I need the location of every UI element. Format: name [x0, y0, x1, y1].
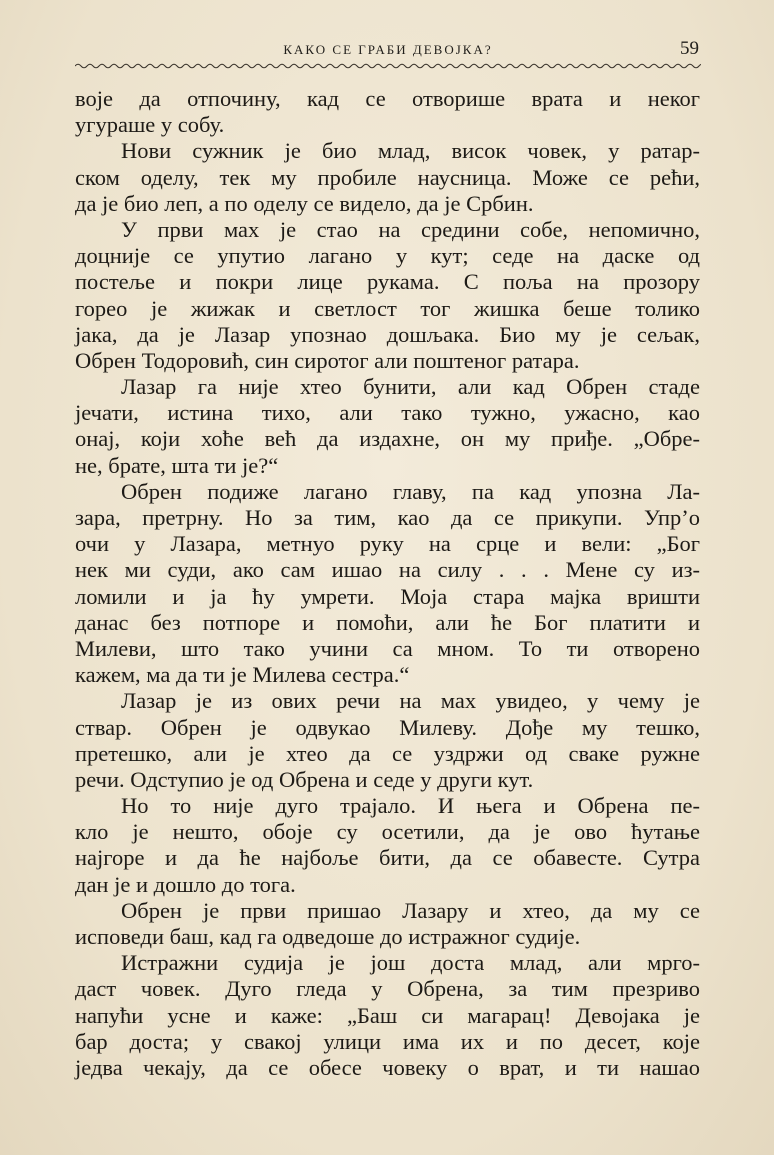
text-line: бар доста; у свакој улици има их и по десет, које: [75, 1028, 700, 1054]
text-line: ломили и ја ћу умрети. Моја стара мајка вришти: [75, 583, 700, 609]
text-line: доцније се упутио лагано у кут; седе на даске од: [75, 243, 700, 269]
text-line: једва чекају, да се обесе човеку о врат, и ти нашао: [75, 1054, 700, 1080]
text-line: постеље и покри лице рукама. С поља на прозору: [75, 269, 700, 295]
text-line: Нови сужник је био млад, висок човек, у ратар-: [121, 138, 700, 164]
page-header: [75, 34, 701, 64]
body-text: [75, 86, 700, 1081]
running-title: КАКО СЕ ГРАБИ ДЕВОЈКА?: [283, 42, 493, 57]
text-line: дан је и дошло до тога.: [75, 871, 296, 897]
text-line: зара, претрну. Но за тим, као да се прикупи. Упр’о: [75, 505, 700, 530]
text-line: Истражни судија је још доста млад, али мрго-: [121, 950, 700, 976]
text-line: Обрен Тодоровић, син сиротог али поштеног ратара.: [75, 347, 580, 373]
text-line: очи у Лазара, метнуо руку на срце и вели: „Бог: [75, 531, 700, 557]
text-line: ствар. Обрен је одвукао Милеву. Дође му тешко,: [75, 714, 700, 740]
text-line: воје да отпочину, кад се отворише врата и неког: [75, 86, 700, 111]
text-line: У први мах је стао на средини собе, непомично,: [121, 216, 700, 242]
text-line: ском оделу, тек му пробиле наусница. Може се рећи,: [75, 164, 700, 190]
text-line: најгоре и да ће најбоље бити, да се обавесте. Сутра: [75, 845, 700, 871]
text-line: јака, да је Лазар упознао дошљака. Био му је сељак,: [75, 321, 700, 347]
decorative-wavy-rule: [75, 62, 701, 70]
text-line: Обрен подиже лагано главу, па кад упозна Ла-: [121, 478, 700, 504]
text-line: кажем, ма да ти је Милева сестра.“: [75, 662, 410, 688]
text-line: речи. Одступио је од Обрена и седе у други кут.: [75, 766, 534, 792]
text-line: јечати, истина тихо, али тако тужно, ужасно, као: [75, 400, 700, 426]
text-line: Лазар га није хтео бунити, али кад Обрен стаде: [121, 374, 700, 400]
text-line: Обрен је први пришао Лазару и хтео, да му се: [121, 897, 700, 923]
text-line: Лазар је из ових речи на мах увидео, у чему је: [121, 688, 700, 714]
text-line: гореo је жижак и светлост тог жишка беше толико: [75, 295, 700, 321]
text-line: онај, који хоће већ да издахне, он му приђе. „Обре-: [75, 426, 700, 452]
text-line: данас без потпоре и помоћи, али ће Бог платити и: [75, 609, 700, 635]
text-line: Но то није дуго трајало. И њега и Обрена пе-: [121, 793, 700, 819]
text-line: да је био леп, а по оделу се видело, да је Србин.: [75, 190, 534, 216]
text-line: даст човек. Дуго гледа у Обрена, за тим презриво: [75, 976, 700, 1002]
text-line: претешко, али је хтео да се уздржи од сваке ружне: [75, 740, 700, 766]
text-line: исповеди баш, кад га одведоше до истражног судије.: [75, 924, 581, 949]
page-number: 59: [680, 38, 699, 59]
text-line: не, брате, шта ти је?“: [75, 452, 279, 478]
text-line: напући усне и каже: „Баш си магарац! Девојака је: [75, 1002, 700, 1028]
text-line: угураше у собу.: [75, 112, 225, 138]
text-line: кло је нешто, обоје су осетили, да је ово ћутање: [75, 819, 700, 845]
text-line: Милеви, што тако учини са мном. То ти отворено: [75, 635, 700, 661]
text-line: нек ми суди, ако сам ишао на силу . . . Мене су из-: [75, 557, 700, 583]
